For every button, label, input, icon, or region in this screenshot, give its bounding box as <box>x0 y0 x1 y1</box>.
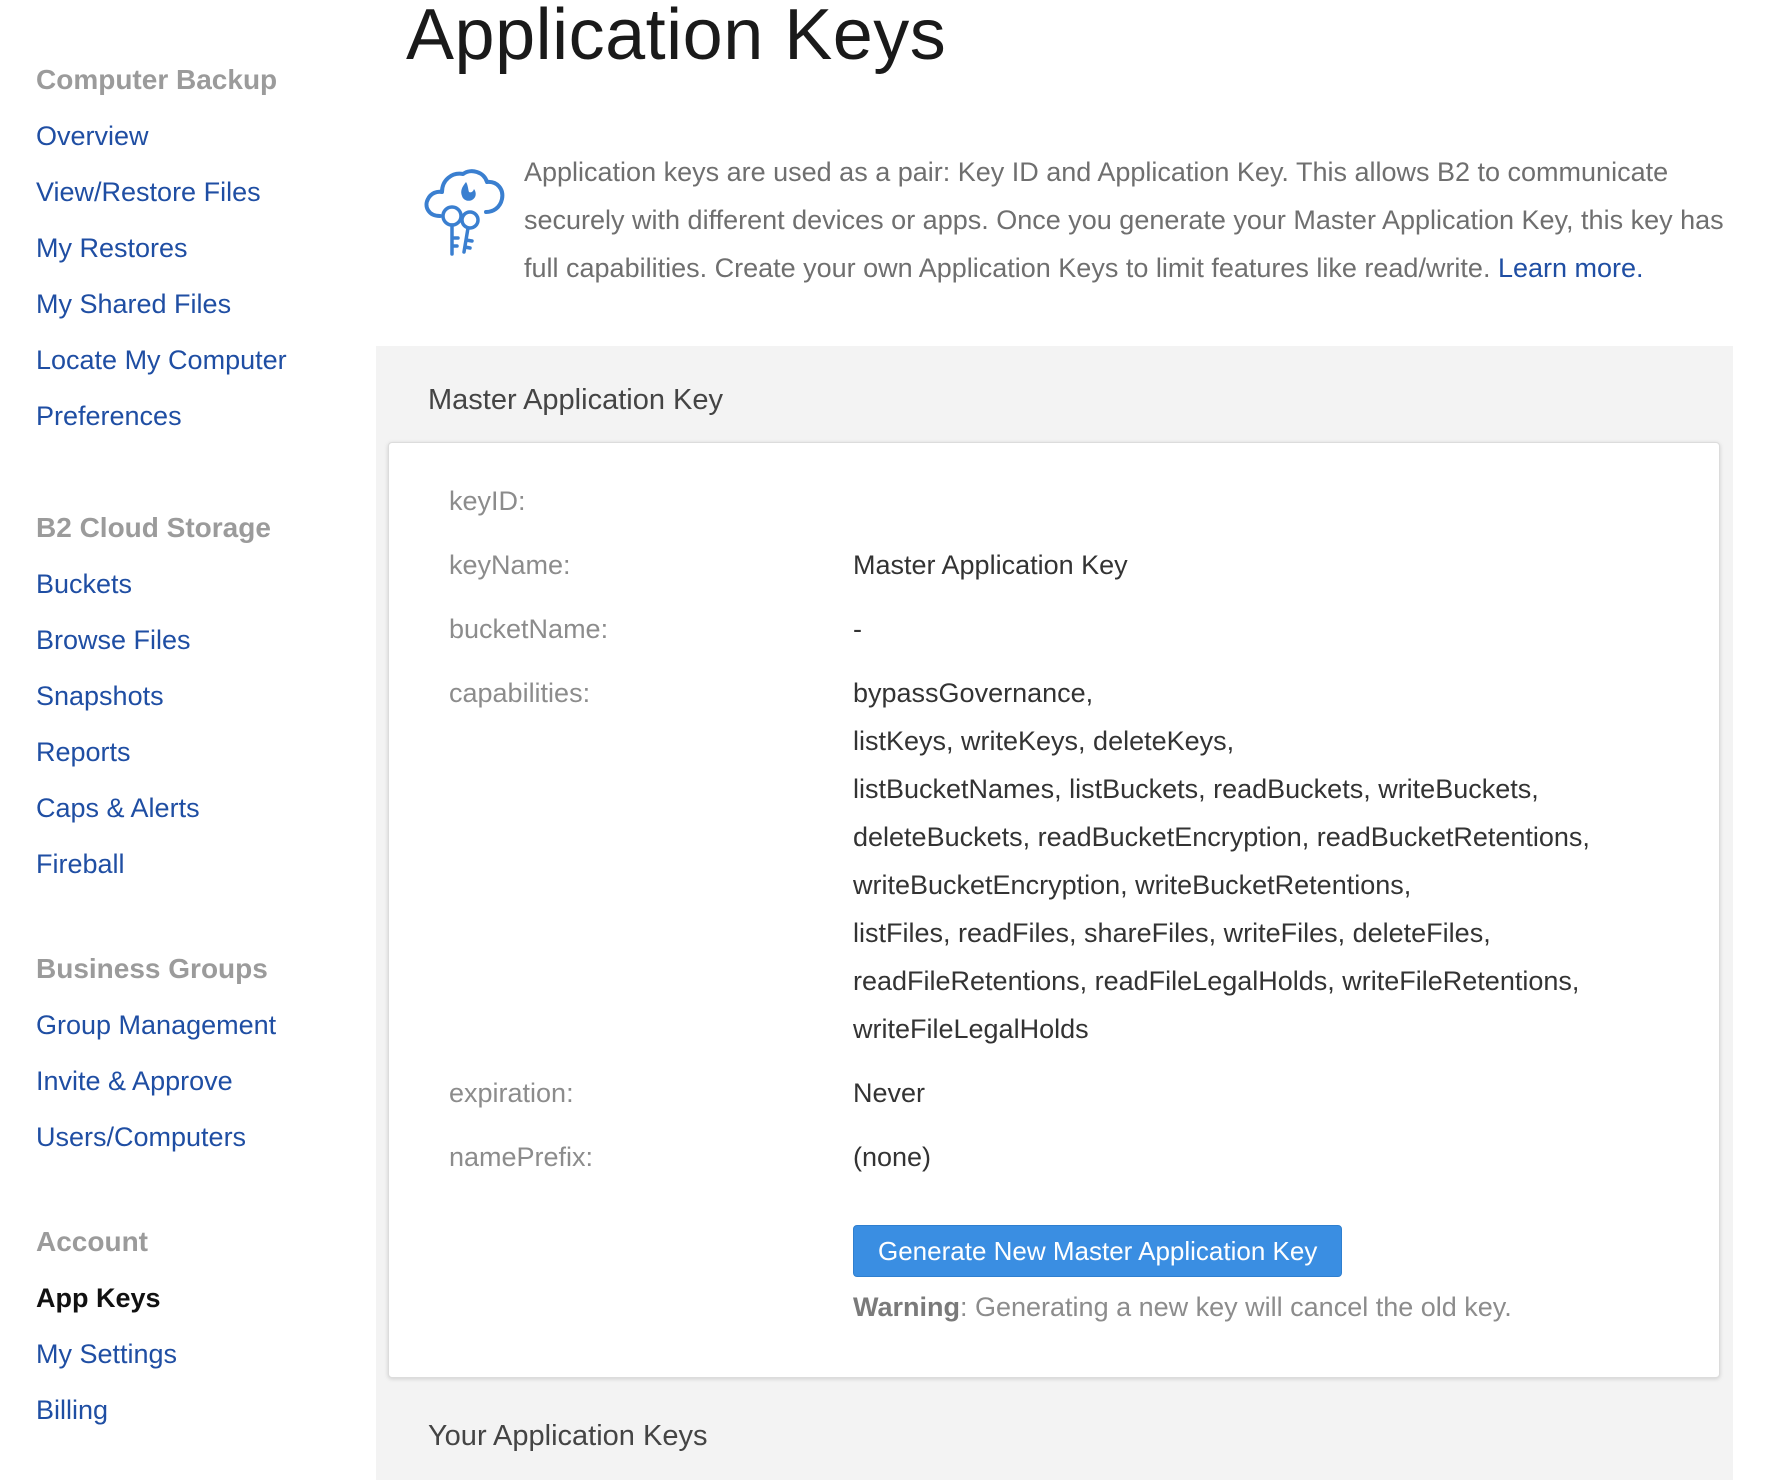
capabilities-label: capabilities: <box>449 678 591 708</box>
capability-line: listFiles, readFiles, shareFiles, writeFiles, deleteFiles, <box>853 918 1491 948</box>
capability-line: bypassGovernance, <box>853 678 1094 708</box>
sidebar-section-b2-cloud-storage <box>36 510 366 902</box>
sidebar-item-invite-approve[interactable]: Invite & Approve <box>36 1066 233 1096</box>
intro-description: Application keys are used as a pair: Key ID and Application Key. This allows B2 to communicate securely with different devices or apps. Once you generate your Master Application Key, this key has full capabilities. Create your own Application Keys to limit features like read/write. <box>524 157 1724 283</box>
nameprefix-label: namePrefix: <box>449 1142 594 1172</box>
bucketname-label: bucketName: <box>449 614 609 644</box>
sidebar-heading-business-groups: Business Groups <box>36 953 268 984</box>
capability-line: writeBucketEncryption, writeBucketRetentions, <box>853 870 1412 900</box>
sidebar-item-browse-files[interactable]: Browse Files <box>36 625 191 655</box>
sidebar-item-users-computers[interactable]: Users/Computers <box>36 1122 247 1152</box>
sidebar-item-my-settings[interactable]: My Settings <box>36 1339 178 1369</box>
sidebar-section-computer-backup <box>36 62 366 454</box>
keyname-value: Master Application Key <box>853 550 1128 580</box>
sidebar-item-overview[interactable]: Overview <box>36 121 149 151</box>
sidebar-item-reports[interactable]: Reports <box>36 737 131 767</box>
generate-master-key-button[interactable]: Generate New Master Application Key <box>853 1225 1342 1277</box>
warning-label: Warning <box>853 1292 960 1322</box>
sidebar-item-app-keys[interactable]: App Keys <box>36 1283 161 1313</box>
sidebar-item-my-restores[interactable]: My Restores <box>36 233 188 263</box>
sidebar-item-snapshots[interactable]: Snapshots <box>36 681 164 711</box>
sidebar-item-billing[interactable]: Billing <box>36 1395 109 1425</box>
sidebar-item-fireball[interactable]: Fireball <box>36 849 125 879</box>
sidebar-section-business-groups <box>36 951 366 1175</box>
capability-line: listKeys, writeKeys, deleteKeys, <box>853 726 1235 756</box>
capability-line: listBucketNames, listBuckets, readBuckets, writeBuckets, <box>853 774 1539 804</box>
sidebar-item-group-management[interactable]: Group Management <box>36 1010 277 1040</box>
sidebar-item-view-restore-files[interactable]: View/Restore Files <box>36 177 261 207</box>
intro-text <box>524 148 1734 292</box>
sidebar-section-account <box>36 1224 366 1448</box>
sidebar-heading-account: Account <box>36 1226 148 1257</box>
capability-line: writeFileLegalHolds <box>853 1014 1089 1044</box>
your-keys-heading: Your Application Keys <box>428 1420 708 1452</box>
keyname-label: keyName: <box>449 550 571 580</box>
sidebar-item-preferences[interactable]: Preferences <box>36 401 182 431</box>
keyid-label: keyID: <box>449 486 526 516</box>
capabilities-value <box>853 669 1673 1053</box>
sidebar-item-buckets[interactable]: Buckets <box>36 569 133 599</box>
master-key-card <box>388 442 1720 1378</box>
nameprefix-value: (none) <box>853 1142 932 1172</box>
sidebar-heading-b2-cloud-storage: B2 Cloud Storage <box>36 512 271 543</box>
master-key-heading: Master Application Key <box>428 384 723 416</box>
warning-message <box>853 1285 1512 1329</box>
sidebar-item-my-shared-files[interactable]: My Shared Files <box>36 289 232 319</box>
sidebar-item-locate-my-computer[interactable]: Locate My Computer <box>36 345 287 375</box>
capability-line: readFileRetentions, readFileLegalHolds, writeFileRetentions, <box>853 966 1580 996</box>
page-title: Application Keys <box>406 0 947 75</box>
expiration-label: expiration: <box>449 1078 574 1108</box>
warning-text: : Generating a new key will cancel the old key. <box>960 1292 1512 1322</box>
cloud-keys-icon <box>422 158 506 258</box>
learn-more-link[interactable]: Learn more. <box>1497 253 1644 283</box>
expiration-value: Never <box>853 1078 926 1108</box>
sidebar-heading-computer-backup: Computer Backup <box>36 64 278 95</box>
bucketname-value: - <box>853 614 862 644</box>
capability-line: deleteBuckets, readBucketEncryption, readBucketRetentions, <box>853 822 1590 852</box>
sidebar-item-caps-alerts[interactable]: Caps & Alerts <box>36 793 200 823</box>
keys-panel <box>376 346 1733 1480</box>
